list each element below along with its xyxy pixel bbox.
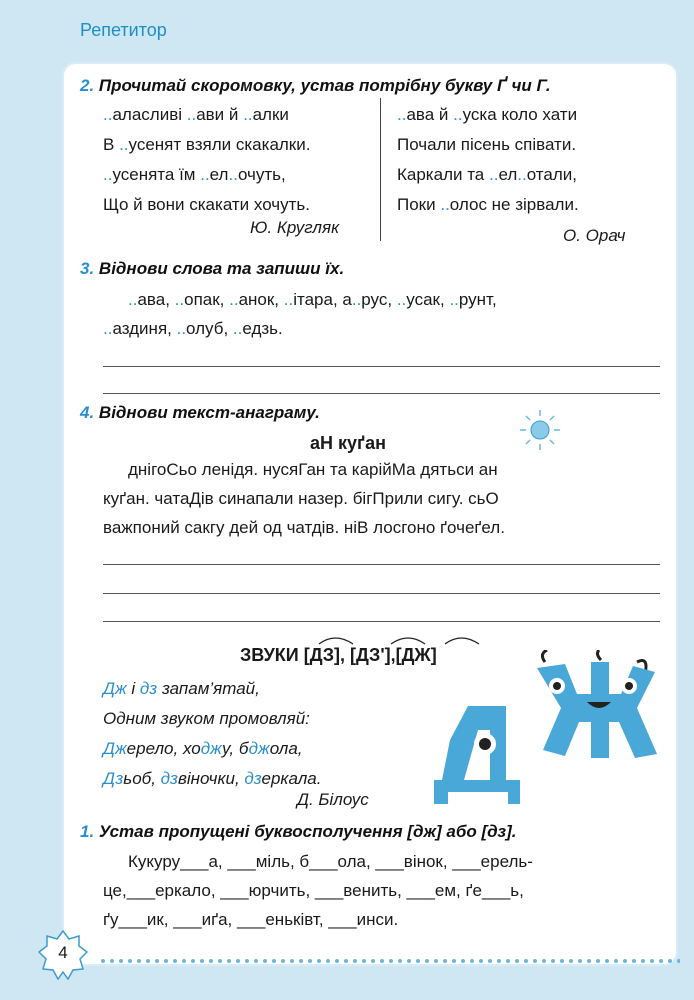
page-number: 4 [58, 943, 68, 962]
highlighted-sound: дж [248, 739, 270, 758]
missing-letter-dots: .. [174, 290, 185, 309]
writing-line [103, 393, 660, 394]
missing-letter-dots: .. [232, 319, 243, 338]
word-fragment: анок, [238, 290, 284, 309]
sound-arcs [313, 632, 493, 646]
highlighted-sound: дж [200, 739, 223, 758]
task1-title: Устав пропущені буквосполучення [дж] або [дз]. [98, 822, 517, 841]
missing-letter-dots: .. [176, 319, 187, 338]
poem-text: запам’ятай, [157, 679, 260, 698]
missing-letter-dots: .. [200, 165, 210, 184]
task4-number: 4. [80, 403, 95, 422]
poem-text: олос не зірвали. [449, 195, 579, 214]
sounds-poem [103, 674, 321, 794]
poem-text: ел [498, 165, 518, 184]
poem-text: у, б [222, 739, 249, 758]
word-fragment: едзь. [242, 319, 283, 338]
poem-text: віночки, [177, 769, 245, 788]
task3-words-line1 [128, 285, 497, 315]
poem-text: аласливі [112, 105, 187, 124]
highlighted-sound: дз [139, 679, 158, 698]
missing-letter-dots: .. [440, 195, 450, 214]
missing-letter-dots: .. [243, 105, 253, 124]
poem-text: еркала. [261, 769, 322, 788]
task2-left-author: Ю. Кругляк [250, 218, 340, 237]
sounds-title: ЗВУКИ [ДЗ], [ДЗ'],[ДЖ] [240, 645, 437, 665]
poem-text: Поки [397, 195, 441, 214]
poem-divider [380, 98, 381, 241]
poem-text: Почали пісень співати. [397, 135, 577, 154]
missing-letter-dots: .. [453, 105, 463, 124]
poem-text: Каркали та [397, 165, 489, 184]
missing-letter-dots: .. [351, 290, 362, 309]
anagram-heading: аН куґан [310, 433, 386, 453]
letter-zh-character [525, 650, 665, 762]
word-fragment: ітара, а [293, 290, 352, 309]
highlighted-sound: дз [160, 769, 178, 788]
poem-line [397, 130, 579, 160]
task1-line-2: це,___еркало, ___юрчить, ___венить, ___ем, ґе___ь, [103, 881, 524, 900]
poem-line [397, 160, 579, 190]
missing-letter-dots: .. [517, 165, 527, 184]
poem-text: ьоб, [123, 769, 161, 788]
sounds-poem-line [103, 704, 321, 734]
word-fragment: рунт, [458, 290, 497, 309]
poem-line [397, 100, 579, 130]
poem-line [397, 190, 579, 220]
missing-letter-dots: .. [128, 290, 138, 309]
letter-d-character [428, 700, 528, 808]
poem-text: Що й вони скакати хочуть. [103, 195, 311, 214]
poem-line [103, 190, 310, 220]
poem-text: ава й [406, 105, 454, 124]
poem-line [103, 160, 310, 190]
anagram-line-2: куґан. чатаДів синапали назер. бігПрили сигу. сьО [103, 489, 499, 508]
word-fragment: аздиня, [112, 319, 177, 338]
poem-text: В [103, 135, 120, 154]
missing-letter-dots: .. [103, 319, 113, 338]
task3-title: Віднови слова та запиши їх. [98, 259, 345, 278]
task2-right-author: О. Орач [563, 226, 626, 245]
task2-heading [80, 76, 551, 96]
highlighted-sound: дз [244, 769, 262, 788]
missing-letter-dots: .. [103, 105, 113, 124]
writing-line [103, 593, 660, 594]
anagram-line-1: днігоСьо ленідя. нусяГан та карійМа дятьси ан [128, 460, 498, 479]
poem-text: отали, [526, 165, 577, 184]
poem-text: очуть, [237, 165, 286, 184]
writing-line [103, 366, 660, 367]
poem-text: усенят взяли скакалки. [128, 135, 311, 154]
highlighted-sound: Дз [103, 769, 124, 788]
missing-letter-dots: .. [283, 290, 294, 309]
poem-text: ел [209, 165, 229, 184]
page-header [0, 0, 694, 62]
task1-line-3: ґу___ик, ___иґа, ___еньківт, ___инси. [103, 910, 399, 929]
highlighted-sound: Дж [103, 679, 127, 698]
missing-letter-dots: .. [103, 165, 113, 184]
poem-text: ерело, хо [126, 739, 201, 758]
task4-heading [80, 403, 320, 423]
missing-letter-dots: .. [396, 290, 407, 309]
task2-title: Прочитай скоромовку, устав потрібну букву Ґ чи Г. [98, 76, 551, 95]
task2-number: 2. [80, 76, 95, 95]
poem-text: Одним звуком промовляй: [103, 709, 310, 728]
missing-letter-dots: .. [397, 105, 407, 124]
sounds-poem-line [103, 764, 321, 794]
missing-letter-dots: .. [489, 165, 499, 184]
missing-letter-dots: .. [186, 105, 197, 124]
poem-text: і [126, 679, 140, 698]
sun-icon [516, 408, 564, 452]
task4-title: Віднови текст-анаграму. [98, 403, 320, 422]
missing-letter-dots: .. [119, 135, 129, 154]
word-fragment: ава, [137, 290, 175, 309]
poem-text: ави й [196, 105, 244, 124]
anagram-line-3: важпоний сакгу дей од чатдів. ніВ лосгоно ґочеґел. [103, 518, 505, 537]
poem-text: ола, [269, 739, 303, 758]
task1-heading [80, 822, 516, 842]
missing-letter-dots: .. [229, 290, 239, 309]
footer-dots [100, 958, 680, 964]
poem-text: усенята їм [112, 165, 201, 184]
sounds-author: Д. Білоус [297, 790, 369, 809]
highlighted-sound: Дж [103, 739, 127, 758]
header-title: Репетитор [80, 20, 167, 40]
sounds-poem-line [103, 734, 321, 764]
task1-line-1: Кукуру___а, ___міль, б___ола, ___вінок, ___ерель- [128, 852, 533, 871]
task1-number: 1. [80, 822, 95, 841]
task3-heading [80, 259, 344, 279]
poem-text: алки [252, 105, 289, 124]
missing-letter-dots: .. [449, 290, 459, 309]
word-fragment: усак, [406, 290, 450, 309]
task3-number: 3. [80, 259, 95, 278]
word-fragment: опак, [184, 290, 230, 309]
poem-line [103, 100, 310, 130]
word-fragment: олуб, [186, 319, 233, 338]
writing-line [103, 564, 660, 565]
sounds-poem-line [103, 674, 321, 704]
word-fragment: рус, [361, 290, 397, 309]
writing-line [103, 621, 660, 622]
task3-words-line2 [103, 314, 283, 344]
missing-letter-dots: .. [228, 165, 238, 184]
poem-line [103, 130, 310, 160]
task2-left-poem [103, 100, 310, 220]
poem-text: уска коло хати [462, 105, 578, 124]
task2-right-poem [397, 100, 579, 220]
